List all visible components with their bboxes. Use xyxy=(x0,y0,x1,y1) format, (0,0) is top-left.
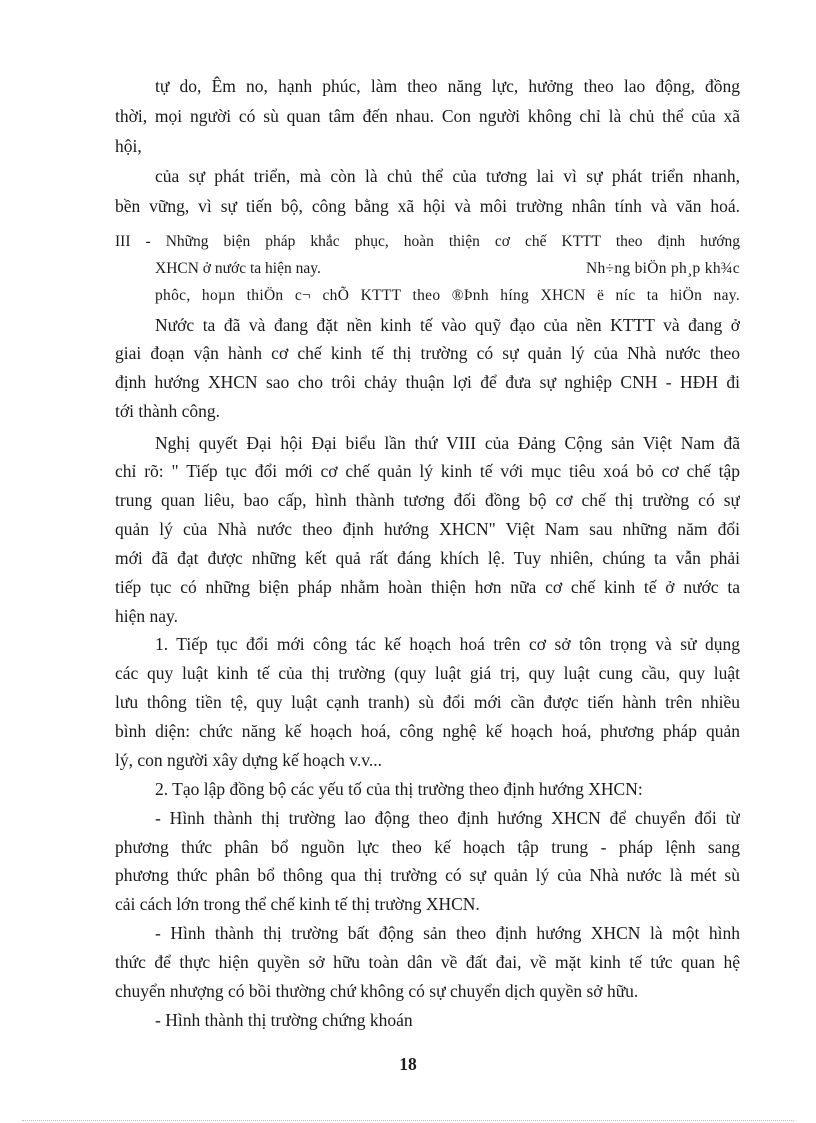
text-line: mới đã đạt được những kết quả rất đáng khích lệ. Tuy nhiên, chúng ta vẫn phải xyxy=(115,548,740,568)
section-heading: XHCN ở nước ta hiện nay. xyxy=(155,260,321,277)
text-line: lưu thông tiền tệ, quy luật cạnh tranh) sù đổi mới cần được tiến hành trên nhiều xyxy=(115,692,740,712)
text-line: Nghị quyết Đại hội Đại biểu lần thứ VIII của Đảng Cộng sản Việt Nam đã xyxy=(155,433,740,453)
text-line: - Hình thành thị trường chứng khoán xyxy=(155,1010,413,1030)
text-line: trung quan liêu, bao cấp, hình thành tương đối đồng bộ cơ chế thị trường có sự xyxy=(115,490,740,510)
garbled-heading-text: phôc, hoµn thiÖn c¬ chÕ KTTT theo ®Þnh híng XHCN ë níc ta hiÖn nay. xyxy=(155,287,740,304)
text-line: hiện nay. xyxy=(115,606,179,626)
text-line: 2. Tạo lập đồng bộ các yếu tố của thị trường theo định hướng XHCN: xyxy=(155,779,643,799)
text-line: - Hình thành thị trường bất động sản theo định hướng XHCN là một hình xyxy=(155,923,740,943)
section-heading: III - Những biện pháp khắc phục, hoàn thiện cơ chế KTTT theo định hướng xyxy=(115,233,740,250)
text-line: lý, con người xây dựng kế hoạch v.v... xyxy=(115,750,383,770)
text-line: thời, mọi người có sù quan tâm đến nhau. Con người không chỉ là chủ thể của xã xyxy=(115,106,740,126)
garbled-heading-text: Nh÷ng biÖn ph¸p kh¾c xyxy=(586,260,740,277)
text-line: Nước ta đã và đang đặt nền kinh tế vào quỹ đạo của nền KTTT và đang ở xyxy=(155,315,740,335)
text-line: bình diện: chức năng kế hoạch hoá, công nghệ kế hoạch hoá, phương pháp quản xyxy=(115,721,740,741)
text-line: cải cách lớn trong thể chế kinh tế thị trường XHCN. xyxy=(115,894,480,914)
text-line: - Hình thành thị trường lao động theo định hướng XHCN để chuyển đổi từ xyxy=(155,808,740,828)
text-line: chỉ rõ: " Tiếp tục đổi mới cơ chế quản lý kinh tế với mục tiêu xoá bỏ cơ chế tập xyxy=(115,461,740,481)
text-line: tự do, Êm no, hạnh phúc, làm theo năng lực, hưởng theo lao động, đồng xyxy=(155,76,740,96)
page-number: 18 xyxy=(399,1054,417,1074)
text-line: bền vững, vì sự tiến bộ, công bằng xã hội và môi trường nhân tính và văn hoá. xyxy=(115,196,740,216)
text-line: của sự phát triển, mà còn là chủ thể của tương lai vì sự phát triển nhanh, xyxy=(155,166,740,186)
text-line: phương thức phân bổ thông qua thị trường có sự quản lý của Nhà nước là mét sù xyxy=(115,865,740,885)
text-line: chuyển nhượng có bồi thường chứ không có sự chuyển dịch quyền sở hữu. xyxy=(115,981,639,1001)
text-line: giai đoạn vận hành cơ chế kinh tế thị trường có sự quản lý của Nhà nước theo xyxy=(115,343,740,363)
text-line: hội, xyxy=(115,136,142,156)
text-line: phương thức phân bổ nguồn lực theo kế hoạch tập trung - pháp lệnh sang xyxy=(115,837,740,857)
text-line: thức để thực hiện quyền sở hữu toàn dân về đất đai, về mặt kinh tế tức quan hệ xyxy=(115,952,740,972)
page-bottom-divider xyxy=(22,1120,794,1121)
text-line: tiếp tục có những biện pháp nhằm hoàn thiện hơn nữa cơ chế kinh tế ở nước ta xyxy=(115,577,740,597)
text-line: định hướng XHCN sao cho trôi chảy thuận lợi để đưa sự nghiệp CNH - HĐH đi xyxy=(115,372,740,392)
text-line: quản lý của Nhà nước theo định hướng XHCN" Việt Nam sau những năm đổi xyxy=(115,519,740,539)
text-line: 1. Tiếp tục đổi mới công tác kế hoạch hoá trên cơ sở tôn trọng và sử dụng xyxy=(155,634,740,654)
text-line: tới thành công. xyxy=(115,401,220,421)
text-line: các quy luật kinh tế của thị trường (quy luật giá trị, quy luật cung cầu, quy luật xyxy=(115,663,740,683)
